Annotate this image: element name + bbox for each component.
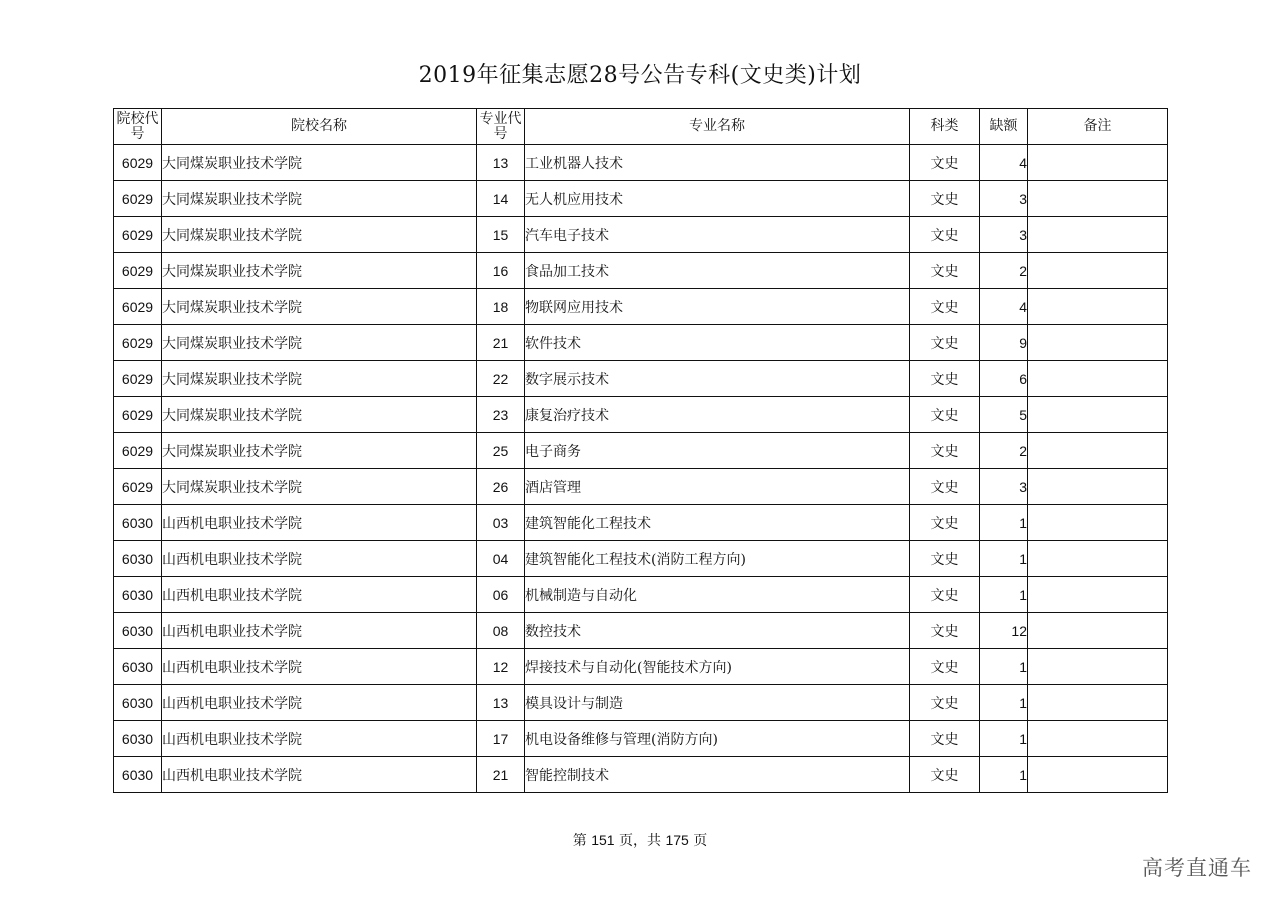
cell-category: 文史 [910, 397, 980, 433]
cell-remarks [1028, 469, 1168, 505]
table-row [114, 757, 1168, 793]
cell-category: 文史 [910, 325, 980, 361]
table-row [114, 541, 1168, 577]
cell-major-code: 25 [477, 433, 525, 469]
cell-school-code: 6029 [114, 181, 162, 217]
table-header [114, 109, 1168, 145]
cell-school-code: 6029 [114, 325, 162, 361]
footer-prefix: 第 [572, 833, 587, 849]
table-row [114, 253, 1168, 289]
cell-major-code: 15 [477, 217, 525, 253]
cell-remarks [1028, 613, 1168, 649]
table-row [114, 469, 1168, 505]
cell-vacancy: 1 [980, 577, 1028, 613]
footer-middle: 页，共 [619, 833, 661, 849]
cell-category: 文史 [910, 541, 980, 577]
cell-category: 文史 [910, 433, 980, 469]
table-row [114, 289, 1168, 325]
cell-major-name: 酒店管理 [525, 469, 910, 505]
cell-major-name: 数控技术 [525, 613, 910, 649]
table-row [114, 361, 1168, 397]
cell-major-code: 21 [477, 325, 525, 361]
cell-vacancy: 1 [980, 721, 1028, 757]
cell-vacancy: 1 [980, 757, 1028, 793]
header-school-code: 院校代号 [114, 109, 162, 145]
table-row [114, 397, 1168, 433]
cell-school-code: 6030 [114, 757, 162, 793]
cell-school-code: 6029 [114, 217, 162, 253]
cell-category: 文史 [910, 721, 980, 757]
cell-remarks [1028, 433, 1168, 469]
cell-remarks [1028, 217, 1168, 253]
cell-remarks [1028, 289, 1168, 325]
cell-school-name: 大同煤炭职业技术学院 [162, 433, 477, 469]
cell-category: 文史 [910, 577, 980, 613]
cell-school-name: 山西机电职业技术学院 [162, 649, 477, 685]
cell-school-name: 山西机电职业技术学院 [162, 577, 477, 613]
cell-school-name: 大同煤炭职业技术学院 [162, 217, 477, 253]
footer-suffix: 页 [693, 833, 708, 849]
cell-major-name: 建筑智能化工程技术 [525, 505, 910, 541]
cell-vacancy: 1 [980, 505, 1028, 541]
cell-major-code: 13 [477, 685, 525, 721]
cell-major-name: 软件技术 [525, 325, 910, 361]
header-major-name: 专业名称 [525, 109, 910, 145]
table-row [114, 649, 1168, 685]
cell-remarks [1028, 181, 1168, 217]
table-row [114, 577, 1168, 613]
cell-major-code: 13 [477, 145, 525, 181]
cell-major-code: 22 [477, 361, 525, 397]
cell-school-code: 6029 [114, 469, 162, 505]
cell-remarks [1028, 577, 1168, 613]
cell-category: 文史 [910, 685, 980, 721]
cell-remarks [1028, 721, 1168, 757]
cell-category: 文史 [910, 253, 980, 289]
cell-school-name: 山西机电职业技术学院 [162, 685, 477, 721]
table-row [114, 721, 1168, 757]
page-footer [0, 830, 1280, 850]
cell-school-code: 6030 [114, 685, 162, 721]
cell-major-code: 26 [477, 469, 525, 505]
cell-school-name: 大同煤炭职业技术学院 [162, 181, 477, 217]
table-row [114, 181, 1168, 217]
cell-remarks [1028, 757, 1168, 793]
cell-remarks [1028, 325, 1168, 361]
cell-vacancy: 5 [980, 397, 1028, 433]
cell-vacancy: 12 [980, 613, 1028, 649]
cell-school-name: 山西机电职业技术学院 [162, 505, 477, 541]
cell-school-name: 山西机电职业技术学院 [162, 757, 477, 793]
table-body [114, 145, 1168, 793]
cell-vacancy: 2 [980, 433, 1028, 469]
cell-vacancy: 4 [980, 145, 1028, 181]
cell-category: 文史 [910, 289, 980, 325]
cell-major-name: 建筑智能化工程技术(消防工程方向) [525, 541, 910, 577]
cell-major-name: 智能控制技术 [525, 757, 910, 793]
cell-school-code: 6029 [114, 253, 162, 289]
cell-school-code: 6029 [114, 289, 162, 325]
cell-school-code: 6030 [114, 577, 162, 613]
cell-major-code: 23 [477, 397, 525, 433]
cell-major-code: 14 [477, 181, 525, 217]
cell-major-name: 康复治疗技术 [525, 397, 910, 433]
cell-vacancy: 1 [980, 541, 1028, 577]
header-category: 科类 [910, 109, 980, 145]
cell-school-code: 6029 [114, 361, 162, 397]
cell-major-name: 模具设计与制造 [525, 685, 910, 721]
cell-category: 文史 [910, 613, 980, 649]
cell-category: 文史 [910, 469, 980, 505]
cell-school-code: 6029 [114, 433, 162, 469]
cell-vacancy: 3 [980, 469, 1028, 505]
cell-remarks [1028, 253, 1168, 289]
cell-major-code: 12 [477, 649, 525, 685]
cell-major-name: 机电设备维修与管理(消防方向) [525, 721, 910, 757]
table-row [114, 685, 1168, 721]
header-remarks: 备注 [1028, 109, 1168, 145]
cell-vacancy: 2 [980, 253, 1028, 289]
cell-category: 文史 [910, 649, 980, 685]
cell-school-name: 大同煤炭职业技术学院 [162, 145, 477, 181]
cell-major-code: 21 [477, 757, 525, 793]
page-title: 2019年征集志愿28号公告专科(文史类)计划 [418, 63, 862, 88]
header-school-name: 院校名称 [162, 109, 477, 145]
cell-remarks [1028, 397, 1168, 433]
table-row [114, 613, 1168, 649]
cell-school-code: 6029 [114, 397, 162, 433]
cell-school-name: 大同煤炭职业技术学院 [162, 397, 477, 433]
cell-major-name: 数字展示技术 [525, 361, 910, 397]
cell-school-name: 大同煤炭职业技术学院 [162, 361, 477, 397]
cell-major-code: 04 [477, 541, 525, 577]
cell-school-name: 山西机电职业技术学院 [162, 721, 477, 757]
cell-remarks [1028, 649, 1168, 685]
cell-school-name: 大同煤炭职业技术学院 [162, 289, 477, 325]
cell-vacancy: 1 [980, 649, 1028, 685]
cell-major-code: 17 [477, 721, 525, 757]
header-vacancy: 缺额 [980, 109, 1028, 145]
cell-major-name: 工业机器人技术 [525, 145, 910, 181]
cell-major-name: 焊接技术与自动化(智能技术方向) [525, 649, 910, 685]
cell-major-name: 电子商务 [525, 433, 910, 469]
cell-vacancy: 6 [980, 361, 1028, 397]
cell-school-name: 山西机电职业技术学院 [162, 541, 477, 577]
cell-school-name: 大同煤炭职业技术学院 [162, 325, 477, 361]
cell-major-name: 无人机应用技术 [525, 181, 910, 217]
cell-major-code: 08 [477, 613, 525, 649]
cell-school-name: 山西机电职业技术学院 [162, 613, 477, 649]
cell-major-code: 16 [477, 253, 525, 289]
cell-school-name: 大同煤炭职业技术学院 [162, 253, 477, 289]
cell-school-code: 6030 [114, 541, 162, 577]
cell-major-name: 机械制造与自动化 [525, 577, 910, 613]
cell-remarks [1028, 361, 1168, 397]
cell-school-name: 大同煤炭职业技术学院 [162, 469, 477, 505]
table-row [114, 217, 1168, 253]
cell-vacancy: 3 [980, 217, 1028, 253]
cell-remarks [1028, 505, 1168, 541]
header-row [114, 109, 1168, 145]
table-row [114, 433, 1168, 469]
cell-remarks [1028, 685, 1168, 721]
cell-category: 文史 [910, 757, 980, 793]
watermark-logo: 高考直通车 [1142, 856, 1252, 880]
cell-major-code: 03 [477, 505, 525, 541]
cell-vacancy: 9 [980, 325, 1028, 361]
cell-category: 文史 [910, 217, 980, 253]
footer-page-number: 151 [591, 832, 615, 848]
cell-remarks [1028, 145, 1168, 181]
table-row [114, 505, 1168, 541]
cell-vacancy: 4 [980, 289, 1028, 325]
cell-major-name: 物联网应用技术 [525, 289, 910, 325]
cell-vacancy: 3 [980, 181, 1028, 217]
table-row [114, 145, 1168, 181]
cell-school-code: 6030 [114, 649, 162, 685]
cell-category: 文史 [910, 145, 980, 181]
cell-major-name: 汽车电子技术 [525, 217, 910, 253]
cell-category: 文史 [910, 181, 980, 217]
cell-school-code: 6030 [114, 721, 162, 757]
cell-vacancy: 1 [980, 685, 1028, 721]
header-major-code: 专业代号 [477, 109, 525, 145]
plan-table [113, 108, 1168, 793]
cell-category: 文史 [910, 505, 980, 541]
cell-remarks [1028, 541, 1168, 577]
cell-school-code: 6029 [114, 145, 162, 181]
cell-major-code: 18 [477, 289, 525, 325]
cell-major-name: 食品加工技术 [525, 253, 910, 289]
table-row [114, 325, 1168, 361]
footer-total-pages: 175 [665, 832, 689, 848]
cell-major-code: 06 [477, 577, 525, 613]
cell-school-code: 6030 [114, 505, 162, 541]
cell-school-code: 6030 [114, 613, 162, 649]
cell-category: 文史 [910, 361, 980, 397]
